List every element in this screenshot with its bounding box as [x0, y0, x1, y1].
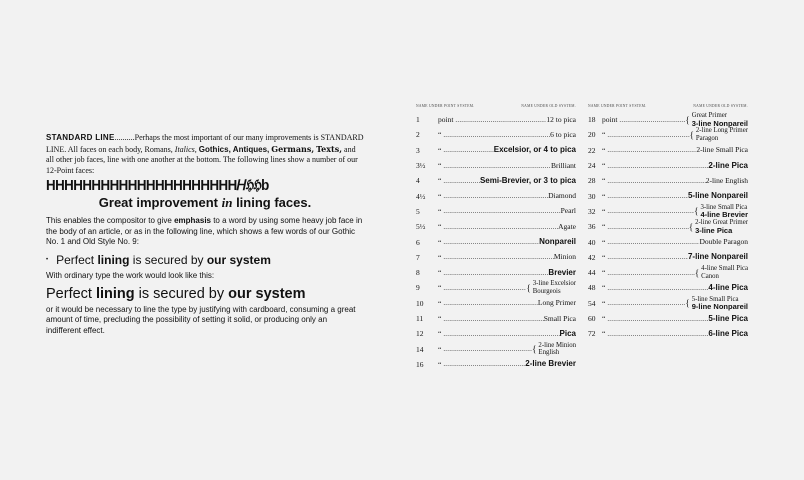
leader-dots	[607, 146, 696, 154]
leader-dots	[455, 116, 546, 124]
para1-text-a: This enables the compositor to give	[46, 216, 175, 225]
old-system-name: Brevier	[548, 267, 576, 277]
point-size: 5½	[416, 222, 426, 232]
point-unit: “	[438, 145, 442, 155]
table-row	[416, 341, 576, 356]
old-system-name: Pica	[559, 328, 576, 338]
point-unit: “	[438, 359, 442, 369]
point-size: 48	[588, 283, 596, 293]
improve-text-1: Great improvement	[98, 195, 222, 210]
old-system-names	[538, 342, 576, 357]
word-germans: Germans,	[271, 143, 315, 154]
table-row	[588, 234, 748, 249]
point-unit: “	[438, 237, 442, 247]
leader-dots	[607, 284, 708, 292]
word-gothics: Gothics,	[198, 144, 231, 154]
table-row	[416, 326, 576, 341]
old-system-name: Pearl	[560, 206, 576, 216]
leader-dots	[607, 330, 708, 338]
table-row	[416, 296, 576, 311]
leader-dots	[443, 207, 560, 215]
standard-line-article	[46, 133, 364, 336]
leader-dots	[607, 238, 699, 246]
leader-dots	[607, 207, 694, 215]
point-size: 11	[416, 314, 424, 323]
leader-dots	[607, 269, 695, 277]
point-unit: “	[438, 283, 442, 293]
ex1-lining: lining	[97, 252, 130, 267]
point-size: 12	[416, 329, 424, 339]
table-row	[416, 250, 576, 265]
leader-dots	[607, 315, 708, 323]
point-unit: “	[438, 268, 442, 278]
point-size: 20	[588, 130, 596, 140]
point-unit: “	[438, 161, 442, 171]
brace-mark: {	[526, 282, 531, 293]
table-row	[588, 158, 748, 173]
point-unit: “	[438, 252, 442, 262]
old-system-name: 6 to pica	[550, 129, 576, 139]
old-name-secondary: 4-line Brevier	[700, 210, 748, 220]
point-unit: “	[438, 222, 442, 232]
point-unit: “	[438, 130, 442, 140]
lining-example-good	[46, 252, 364, 269]
table-rows	[416, 112, 576, 372]
emphasis-paragraph	[46, 216, 364, 248]
point-size: 1	[416, 115, 420, 125]
ex1-text-a: Perfect	[56, 252, 98, 267]
point-size: 4	[416, 176, 420, 186]
old-system-name: 2-line English	[705, 175, 748, 185]
brace-mark: {	[685, 114, 690, 125]
point-unit: “	[602, 252, 606, 262]
old-name-secondary: 9-line Nonpareil	[691, 302, 748, 312]
point-unit: “	[602, 314, 606, 323]
old-system-names	[701, 265, 748, 280]
cardboard-paragraph: or it would be necessary to line the type by justifying with cardboard, consuming a great amount of time, precluding the possibility of setting it solid, or producing only an indifferent effect.	[46, 304, 356, 335]
word-emphasis: emphasis	[174, 216, 211, 225]
leader-dots	[607, 131, 689, 139]
ex2-system: our system	[228, 285, 306, 302]
ex2-lining: lining	[95, 285, 135, 302]
leader-dots	[443, 299, 538, 307]
old-system-name: Brilliant	[551, 160, 576, 170]
leader-dots	[443, 223, 558, 231]
point-unit: “	[438, 206, 442, 216]
point-size: 42	[588, 252, 596, 262]
table-row	[416, 311, 576, 326]
old-system-name: Double Paragon	[699, 237, 748, 247]
table-row	[416, 112, 576, 127]
brace-mark: {	[685, 298, 690, 309]
leader-dots	[607, 253, 688, 261]
old-system-name: Long Primer	[537, 298, 576, 308]
brace-mark: {	[689, 129, 694, 140]
table-row	[588, 280, 748, 295]
point-size: 60	[588, 314, 596, 323]
leader-dots	[607, 223, 688, 231]
lead-paragraph	[46, 133, 364, 176]
leader-dots	[443, 269, 548, 277]
point-size: 44	[588, 268, 596, 278]
point-size: 72	[588, 329, 596, 339]
table-row	[416, 188, 576, 203]
point-size: 18	[588, 115, 596, 125]
point-size: 36	[588, 222, 596, 232]
brace-mark: {	[694, 267, 700, 278]
point-unit: “	[438, 314, 442, 323]
point-unit: “	[438, 298, 442, 308]
old-system-name: 6-line Pica	[708, 328, 748, 338]
old-name-secondary: Canon	[701, 272, 719, 280]
table-row	[416, 234, 576, 249]
leader-dots	[443, 284, 526, 292]
type-specimen-line: HHHHHHHHHHHHHHHHHHHHH𝐻ℌℌb	[46, 178, 269, 194]
old-system-name: 5-line Nonpareil	[687, 191, 748, 201]
old-name-primary: 2-line Minion	[538, 341, 576, 349]
table-row	[416, 173, 576, 188]
point-unit: point	[602, 115, 618, 125]
point-size: 32	[588, 206, 596, 216]
point-size: 5	[416, 206, 420, 216]
table-row	[416, 158, 576, 173]
point-unit: “	[602, 237, 606, 247]
header-point-system: NAME UNDER POINT SYSTEM.	[416, 104, 475, 108]
word-italics: Italics,	[174, 144, 197, 154]
point-unit: “	[602, 161, 606, 171]
word-texts: Texts,	[316, 143, 343, 154]
ex2-text-a: Perfect	[46, 285, 96, 302]
point-size: 8	[416, 268, 420, 278]
point-unit: “	[602, 145, 606, 155]
improve-text-2: lining faces.	[232, 195, 312, 210]
old-system-name: Excelsior, or 4 to pica	[493, 145, 576, 155]
table-row	[416, 219, 576, 234]
leader-dots: ..........	[114, 133, 135, 142]
point-size: 14	[416, 344, 424, 354]
point-size: 3½	[416, 161, 426, 171]
point-unit: “	[602, 298, 606, 308]
point-size: 10	[416, 298, 424, 308]
point-size: 2	[416, 130, 420, 140]
article-title: STANDARD LINE	[46, 133, 115, 142]
table-row	[416, 204, 576, 219]
leader-dots	[619, 116, 685, 124]
leader-dots	[607, 299, 685, 307]
old-system-names	[692, 296, 748, 311]
header-point-system: NAME UNDER POINT SYSTEM.	[588, 104, 647, 108]
point-size: 3	[416, 145, 420, 155]
point-unit: “	[438, 191, 442, 201]
lead-text-2: and all other job faces, line with one another at the bottom. The following lines show a number of our 12-Point faces:	[46, 144, 358, 175]
old-name-primary: 5-line Small Pica	[691, 295, 739, 303]
leader-dots	[443, 253, 554, 261]
old-name-secondary: English	[538, 349, 560, 357]
old-system-name: 2-line Brevier	[525, 359, 576, 369]
point-unit: “	[602, 130, 606, 140]
bullet-dot: •	[46, 257, 49, 264]
old-name-primary: 2-line Long Primer	[695, 127, 748, 135]
old-name-secondary: Bourgeois	[532, 287, 561, 295]
old-name-primary: 3-line Excelsior	[532, 280, 576, 288]
point-unit: “	[602, 222, 606, 232]
point-unit: “	[438, 344, 442, 354]
old-system-name: Agate	[558, 221, 576, 231]
brace-mark: {	[688, 221, 694, 232]
point-unit: “	[602, 206, 606, 216]
point-unit: “	[602, 268, 606, 278]
point-size: 28	[588, 176, 596, 186]
point-size: 24	[588, 161, 596, 171]
table-row	[416, 127, 576, 142]
leader-dots	[443, 330, 559, 338]
table-row	[588, 219, 748, 234]
leader-dots	[443, 360, 525, 368]
para1-text-b: to a word by using some heavy job face in the body of an article, or as in the following line, which shows a few words of our Gothic No. 1 and Old Style No. 9:	[46, 216, 363, 246]
old-system-names	[692, 112, 748, 127]
lining-example-ordinary	[46, 285, 364, 303]
improvement-heading	[46, 195, 364, 211]
point-unit: point	[438, 115, 454, 125]
old-system-name: 4-line Pica	[708, 282, 748, 292]
table-row	[588, 188, 748, 203]
point-table-left	[416, 104, 576, 372]
old-name-secondary: Paragon	[695, 134, 719, 142]
point-size: 40	[588, 237, 596, 247]
old-system-names	[695, 219, 748, 234]
table-row	[588, 326, 748, 341]
ex1-text-b: is secured by	[129, 252, 207, 267]
point-unit: “	[602, 191, 606, 201]
old-system-name: Nonpareil	[539, 237, 576, 247]
improve-italic: in	[221, 195, 233, 210]
table-header	[588, 104, 748, 112]
leader-dots	[607, 162, 708, 170]
table-row	[588, 296, 748, 311]
old-system-name: 2-line Small Pica	[696, 145, 748, 155]
lead-text-1: Perhaps the most important of our many improvements is STANDARD LINE. All faces on each body, Romans,	[46, 133, 364, 154]
point-size: 22	[588, 145, 596, 155]
header-old-system: NAME UNDER OLD SYSTEM.	[693, 104, 748, 108]
table-row	[588, 143, 748, 158]
ex2-text-b: is secured by	[134, 285, 229, 302]
old-name-primary: 3-line Small Pica	[700, 203, 748, 211]
old-name-primary: 2-line Great Primer	[695, 219, 748, 227]
old-system-name: Semi-Brevier, or 3 to pica	[479, 175, 576, 185]
leader-dots	[443, 146, 493, 154]
old-name-secondary: 3-line Pica	[695, 225, 733, 235]
point-table-right	[588, 104, 748, 341]
table-row	[588, 173, 748, 188]
ex1-system: our system	[206, 252, 271, 267]
point-size: 30	[588, 191, 596, 201]
leader-dots	[607, 192, 688, 200]
header-old-system: NAME UNDER OLD SYSTEM.	[521, 104, 576, 108]
point-size: 6	[416, 237, 420, 247]
leader-dots	[443, 162, 551, 170]
leader-dots	[443, 315, 543, 323]
brace-mark: {	[694, 206, 699, 217]
table-row	[416, 357, 576, 372]
old-system-names	[696, 127, 748, 142]
point-size: 16	[416, 359, 424, 369]
word-antiques: Antiques,	[232, 144, 270, 154]
leader-dots	[443, 238, 539, 246]
brace-mark: {	[532, 344, 537, 355]
old-name-secondary: 3-line Nonpareil	[691, 118, 748, 128]
point-size: 4½	[416, 191, 426, 201]
leader-dots	[443, 345, 532, 353]
point-unit: “	[602, 329, 606, 339]
old-system-name: Diamond	[548, 191, 576, 201]
table-row	[588, 204, 748, 219]
point-unit: “	[602, 283, 606, 293]
table-row	[588, 127, 748, 142]
old-system-name: 5-line Pica	[708, 313, 748, 323]
point-size: 7	[416, 252, 420, 262]
table-row	[416, 265, 576, 280]
table-rows	[588, 112, 748, 341]
leader-dots	[443, 192, 548, 200]
table-row	[588, 311, 748, 326]
leader-dots	[443, 131, 550, 139]
leader-dots	[607, 177, 705, 185]
table-row	[588, 112, 748, 127]
old-system-name: 2-line Pica	[708, 160, 748, 170]
table-row	[416, 143, 576, 158]
old-system-name: 7-line Nonpareil	[687, 252, 748, 262]
old-name-primary: 4-line Small Pica	[701, 265, 748, 273]
leader-dots	[443, 177, 480, 185]
table-row	[588, 250, 748, 265]
point-unit: “	[438, 329, 442, 339]
point-unit: “	[438, 176, 442, 186]
point-size: 54	[588, 298, 596, 308]
old-system-name: Small Pica	[543, 313, 576, 323]
table-header	[416, 104, 576, 112]
point-size: 9	[416, 283, 420, 293]
table-row	[588, 265, 748, 280]
old-system-names	[700, 204, 748, 219]
old-system-name: 12 to pica	[546, 114, 576, 124]
old-system-names	[533, 280, 576, 295]
old-system-name: Minion	[553, 252, 576, 262]
ordinary-type-paragraph: With ordinary type the work would look like this:	[46, 271, 215, 281]
point-unit: “	[602, 176, 606, 186]
old-name-primary: Great Primer	[691, 112, 728, 120]
table-row	[416, 280, 576, 295]
